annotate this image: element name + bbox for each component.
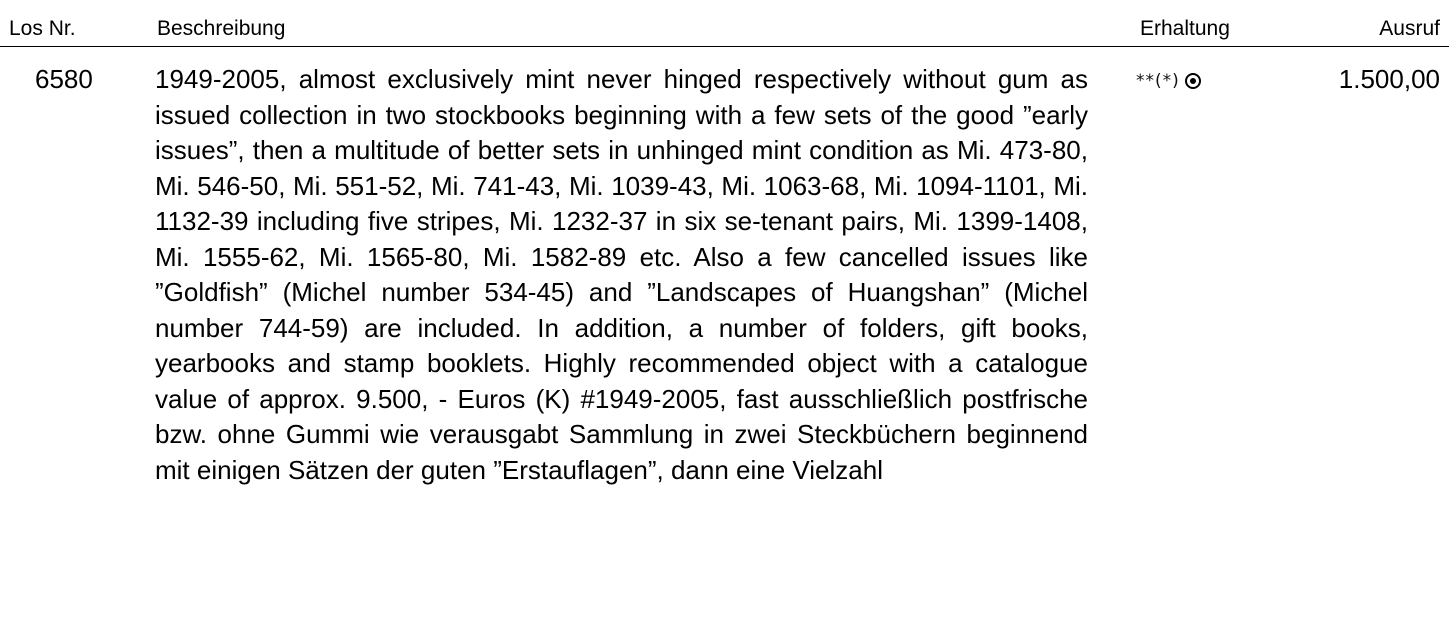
table-header xyxy=(0,0,1449,47)
starting-price: 1.500,00 xyxy=(1338,64,1440,94)
lot-description: 1949-2005, almost exclusively mint never hinged respectively without gum as issued collection in two stockbooks beginning with a few sets of the good ”early issues”, then a multitude of better sets in unhinged mint condition as Mi. 473-80, Mi. 546-50, Mi. 551-52, Mi. 741-43, Mi. 1039-43, Mi. 1063-68, Mi. 1094-1101, Mi. 1132-39 including five stripes, Mi. 1232-37 in six se-tenant pairs, Mi. 1399-1408, Mi. 1555-62, Mi. 1565-80, Mi. 1582-89 etc. Also a few cancelled issues like ”Goldfish” (Michel number 534-45) and ”Landscapes of Huangshan” (Michel number 744-59) are included. In addition, a number of folders, gift books, yearbooks and stamp booklets. Highly recommended object with a catalogue value of approx. 9.500, - Euros (K) #1949-2005, fast ausschließlich postfrische bzw. ohne Gummi wie verausgabt Sammlung in zwei Steckbüchern beginnend mit einigen Sätzen der guten ”Erstauflagen”, dann eine Vielzahl xyxy=(155,64,1088,485)
cancelled-circle-icon xyxy=(1184,72,1202,90)
starting-price-header: Ausruf xyxy=(1379,17,1440,40)
condition-symbols: **(*) xyxy=(1136,71,1180,91)
condition-header: Erhaltung xyxy=(1140,17,1230,40)
lot-number-header: Los Nr. xyxy=(9,17,76,40)
condition-cell xyxy=(1136,66,1202,96)
lot-number: 6580 xyxy=(35,64,93,94)
description-header: Beschreibung xyxy=(157,17,286,40)
